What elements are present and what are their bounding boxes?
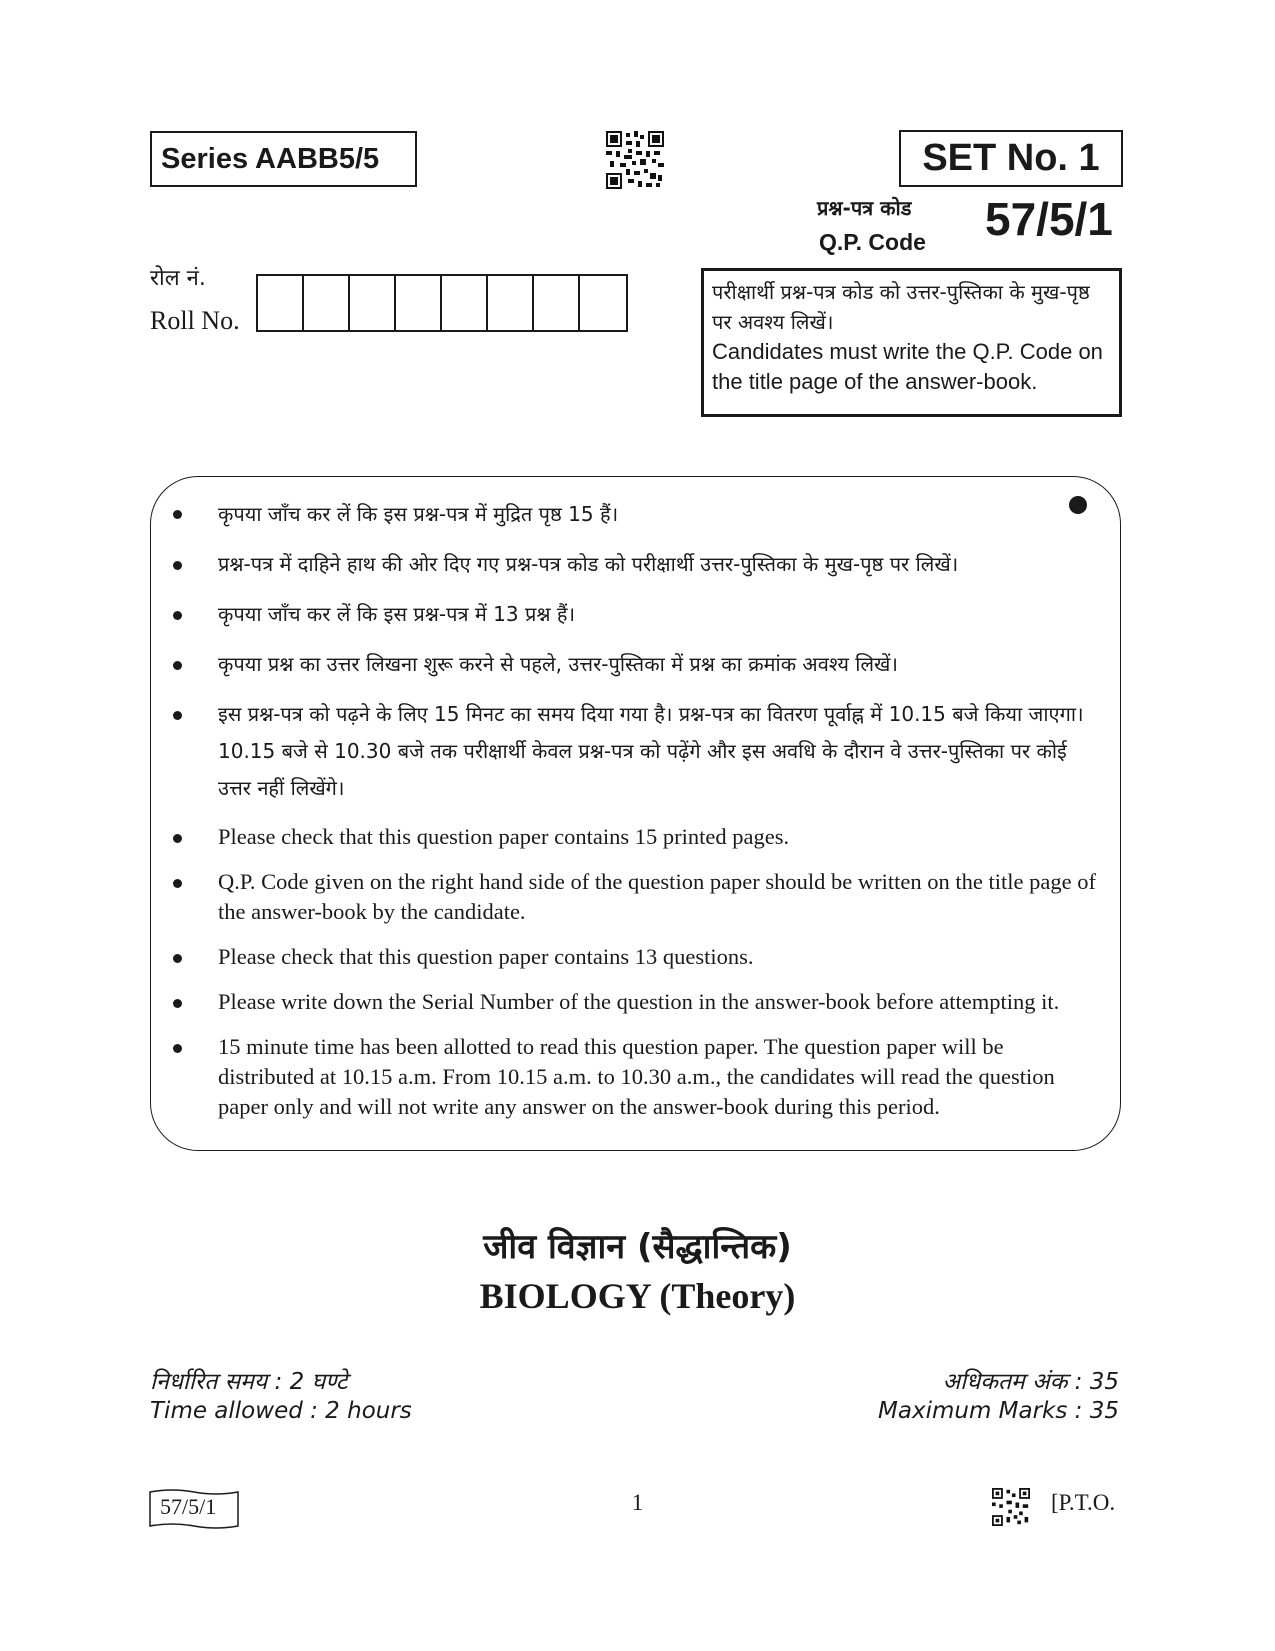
- bullet-icon: [173, 561, 182, 570]
- maximum-marks: Maximum Marks : 35: [878, 1398, 1119, 1424]
- footer-code: 57/5/1: [160, 1494, 217, 1519]
- instruction-english-5: 15 minute time has been allotted to read this question paper. The question paper will be distributed at 10.15 a.m. From 10.15 a.m. to 10.30 a.m., the candidates will read the question paper only and will not write any answer on the answer-book during this period.: [218, 1034, 1055, 1119]
- bullet-icon: [173, 661, 182, 670]
- instruction-hindi-4: कृपया प्रश्न का उत्तर लिखना शुरू करने से पहले, उत्तर-पुस्तिका में प्रश्न का क्रमांक अवश्य लिखें।: [218, 652, 898, 676]
- time-allowed-hindi: निर्धारित समय : 2 घण्टे: [150, 1369, 348, 1395]
- instruction-english-4: Please write down the Serial Number of the question in the answer-book before attempting it.: [218, 989, 1060, 1014]
- bullet-icon: [173, 834, 182, 843]
- series-label: Series AABB5/5: [150, 131, 417, 187]
- roll-digit-box[interactable]: [580, 276, 626, 330]
- instruction-english-1: Please check that this question paper contains 15 printed pages.: [218, 824, 790, 849]
- please-turn-over: [P.T.O.: [1051, 1490, 1116, 1515]
- roll-digit-box[interactable]: [258, 276, 304, 330]
- qp-code-label-hindi: प्रश्न-पत्र कोड: [817, 196, 912, 220]
- bullet-icon: [173, 954, 182, 963]
- bullet-icon: [173, 510, 182, 519]
- time-allowed: Time allowed : 2 hours: [150, 1398, 412, 1424]
- roll-digit-box[interactable]: [534, 276, 580, 330]
- page-number: 1: [631, 1490, 644, 1515]
- instruction-english-2: Q.P. Code given on the right hand side of the question paper should be written on the title page of the answer-book by the candidate.: [218, 869, 1096, 924]
- instruction-hindi-2: प्रश्न-पत्र में दाहिने हाथ की ओर दिए गए प्रश्न-पत्र कोड को परीक्षार्थी उत्तर-पुस्तिका के मुख-पृष्ठ पर लिखें।: [218, 552, 959, 576]
- qp-code-note-hindi: परीक्षार्थी प्रश्न-पत्र कोड को उत्तर-पुस्तिका के मुख-पृष्ठ पर अवश्य लिखें।: [712, 280, 1090, 334]
- roll-digit-box[interactable]: [442, 276, 488, 330]
- roll-label: Roll No.: [150, 306, 240, 335]
- bullet-icon: [173, 1044, 182, 1053]
- qr-code-icon: [606, 131, 664, 189]
- roll-digit-box[interactable]: [488, 276, 534, 330]
- bullet-icon: [173, 711, 182, 720]
- qp-code-value: 57/5/1: [985, 193, 1113, 245]
- instruction-english-3: Please check that this question paper contains 13 questions.: [218, 944, 754, 969]
- bullet-icon: [173, 879, 182, 888]
- roll-digit-box[interactable]: [304, 276, 350, 330]
- qr-code-icon: [992, 1488, 1030, 1526]
- qp-code-label: Q.P. Code: [819, 229, 926, 255]
- bullet-icon: [173, 999, 182, 1008]
- qp-code-note-english: Candidates must write the Q.P. Code on the title page of the answer-book.: [712, 339, 1103, 394]
- roll-digit-box[interactable]: [350, 276, 396, 330]
- qp-code-note: [701, 268, 1122, 417]
- maximum-marks-hindi: अधिकतम अंक : 35: [942, 1369, 1119, 1395]
- roll-number-boxes[interactable]: [256, 274, 628, 332]
- instruction-hindi-5: इस प्रश्न-पत्र को पढ़ने के लिए 15 मिनट का समय दिया गया है। प्रश्न-पत्र का वितरण पूर्वाह्न में 10.15 बजे किया जाएगा। 10.15 बजे से 10.30 बजे तक परीक्षार्थी केवल प्रश्न-पत्र को पढ़ेंगे और इस अवधि के दौरान वे उत्तर-पुस्तिका पर कोई उत्तर नहीं लिखेंगे।: [218, 702, 1084, 800]
- set-number: SET No. 1: [899, 130, 1123, 187]
- subject-title: BIOLOGY (Theory): [479, 1276, 796, 1316]
- instruction-hindi-1: कृपया जाँच कर लें कि इस प्रश्न-पत्र में मुद्रित पृष्ठ 15 हैं।: [218, 502, 619, 526]
- instruction-hindi-3: कृपया जाँच कर लें कि इस प्रश्न-पत्र में 13 प्रश्न हैं।: [218, 602, 576, 626]
- roll-digit-box[interactable]: [396, 276, 442, 330]
- bullet-icon: [173, 611, 182, 620]
- subject-title-hindi: जीव विज्ञान (सैद्धान्तिक): [483, 1227, 792, 1267]
- roll-label-hindi: रोल नं.: [150, 266, 206, 291]
